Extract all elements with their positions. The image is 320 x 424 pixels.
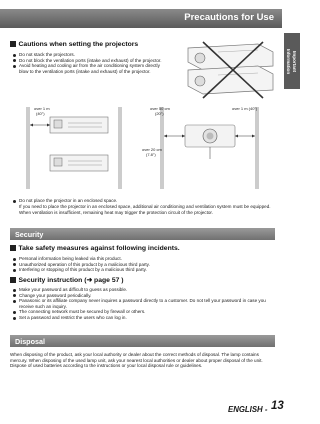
instruction-bullet: Make your password as difficult to guess as possible.: [12, 287, 274, 293]
instruction-bullet: The connecting network must be secured by firewall or others.: [12, 309, 274, 315]
page-number: 13: [271, 400, 284, 412]
instruction-bullet: Panasonic or its affiliate company never inquires a password directly to a customer. Do not tell your password in case you receive such an inquiry.: [12, 298, 274, 309]
enclosed-text: If you need to place the projector in an enclosed space, additional air conditioning and ventilation system must be equipped. When ventilation is insufficient, remaining heat may trigger the protection circuit of the projector.: [19, 204, 271, 215]
incident-bullet: Unauthorized operation of this product by a malicious third party.: [12, 262, 274, 268]
incident-bullet: Interfering or stopping of this product by a malicious third party.: [12, 267, 274, 273]
label-over-20cm-in: (7.8"): [146, 152, 156, 157]
disposal-title: Disposal: [15, 336, 45, 346]
header-bar: [0, 9, 282, 28]
label-over-1m-right: over 1 m (40"): [232, 106, 258, 111]
side-tab-important-information[interactable]: [284, 33, 300, 89]
footer-language: ENGLISH -: [228, 405, 268, 414]
label-over-50cm: over 50 cm: [150, 106, 170, 111]
disposal-bar: [10, 335, 275, 347]
security-instruction-heading: Security instruction (➜ page 57 ): [10, 276, 124, 284]
label-over-50cm-in: (20"): [155, 111, 164, 116]
incidents-list: [12, 256, 274, 273]
stacked-projectors-illustration: [178, 40, 278, 100]
projector-side-view-icon: [50, 155, 108, 171]
disposal-text: When disposing of the product, ask your local authority or dealer about the correct methods of disposal. The lamp contains mercury. When disposing of the used lamp unit, ask your nearest local authorities or dealer about proper disposal of the unit. Dispose of used batteries according to the instructions or your local disposal rule or guidelines.: [10, 352, 263, 369]
page-title: Precautions for Use: [184, 12, 274, 23]
label-over-1m-left-in: (40"): [36, 111, 45, 116]
cautions-heading: Cautions when setting the projectors: [10, 41, 138, 48]
side-tab-line1: Important: [292, 50, 298, 72]
enclosed-list: [12, 198, 274, 204]
projector-side-view-icon: [50, 117, 108, 133]
projector-front-view-icon: [185, 125, 235, 147]
cautions-list: [12, 52, 162, 74]
instruction-bullet: Change your password periodically.: [12, 293, 274, 299]
cautions-bullet: Do not stack the projectors.: [12, 52, 162, 58]
projector-top-icon: [188, 44, 273, 70]
side-tab-line2: Information: [287, 48, 293, 74]
incident-bullet: Personal information being leaked via this product.: [12, 256, 274, 262]
security-instruction-list: [12, 287, 274, 321]
instruction-bullet: Set a password and restrict the users who can log in.: [12, 315, 274, 321]
projector-bottom-icon: [188, 66, 273, 94]
cautions-bullet: Do not block the ventilation ports (intake and exhaust) of the projector.: [12, 58, 162, 64]
label-over-1m-left: over 1 m: [34, 106, 50, 111]
label-over-20cm: over 20 cm: [142, 147, 162, 152]
cautions-bullet: Avoid heating and cooling air from the air conditioning system directly blow to the ventilation ports (intake and exhaust) of the projector.: [12, 63, 162, 74]
security-heading-incidents: Take safety measures against following incidents.: [10, 245, 180, 252]
enclosed-bullet: Do not place the projector in an enclosed space.: [12, 198, 274, 204]
security-title: Security: [15, 229, 44, 239]
clearance-diagram: [10, 103, 278, 191]
security-bar: [10, 228, 275, 240]
